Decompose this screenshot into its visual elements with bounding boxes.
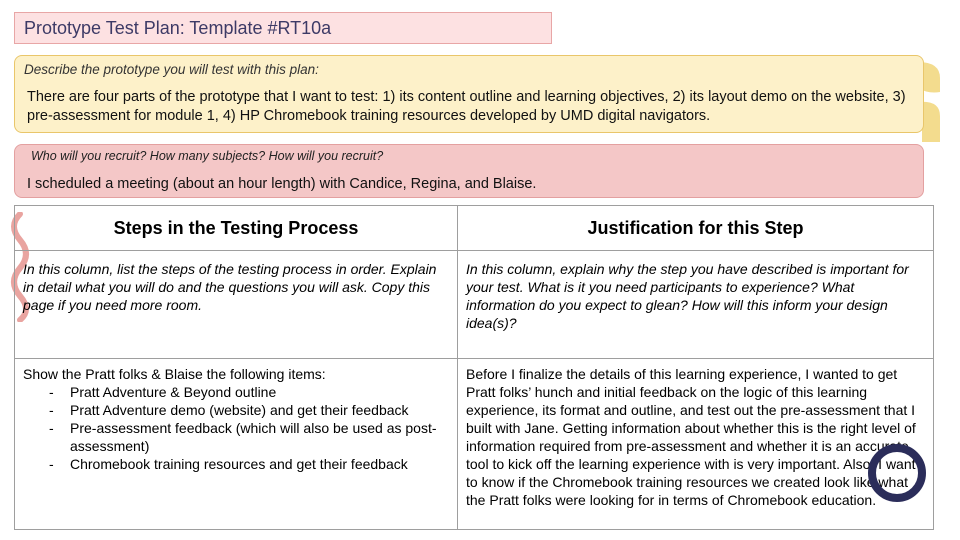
header-steps: Steps in the Testing Process [15, 206, 458, 251]
steps-cell [15, 359, 458, 530]
header-justification: Justification for this Step [458, 206, 934, 251]
justification-cell: Before I finalize the details of this learning experience, I wanted to get Pratt folks’ hunch and initial feedback on the logic of this learning experience, its format and outline, and test out the pre-assessment that I built with Jane. Getting information about whether this is the right level of information required from pre-assessment and whether it is an accurate tool to kick off the learning experience with is very important. Also, I want to know if the Chromebook training resources we created look like what the Pratt folks were looking for in terms of Chromebook education. [458, 359, 934, 530]
test-plan-table [14, 205, 934, 530]
steps-intro: Show the Pratt folks & Blaise the following items: [23, 366, 326, 382]
recruit-question: Who will you recruit? How many subjects? How will you recruit? [31, 149, 384, 163]
list-item: - Pratt Adventure demo (website) and get their feedback [23, 401, 449, 419]
table-instructions-row [15, 251, 934, 359]
list-item: - Pre-assessment feedback (which will also be used as post-assessment) [23, 419, 449, 455]
justification-instructions: In this column, explain why the step you have described is important for your test. What is it you need participants to experience? What information do you expect to glean? How will this inform your design idea(s)? [458, 251, 934, 359]
recruitment-box [14, 144, 924, 198]
list-item: - Pratt Adventure & Beyond outline [23, 383, 449, 401]
decorative-ring [868, 444, 926, 502]
prototype-question: Describe the prototype you will test with this plan: [24, 62, 319, 77]
steps-list [23, 383, 449, 473]
recruit-answer: I scheduled a meeting (about an hour length) with Candice, Regina, and Blaise. [27, 176, 537, 192]
steps-instructions: In this column, list the steps of the testing process in order. Explain in detail what you will do and the questions you will ask. Copy this page if you need more room. [15, 251, 458, 359]
table-header-row [15, 206, 934, 251]
table-content-row [15, 359, 934, 530]
prototype-description-box [14, 55, 924, 133]
list-item: - Chromebook training resources and get their feedback [23, 455, 449, 473]
prototype-answer: There are four parts of the prototype that I want to test: 1) its content outline and learning objectives, 2) its layout demo on the website, 3) pre-assessment for module 1, 4) HP Chromebook training resources developed by UMD digital navigators. [27, 89, 906, 124]
page-title: Prototype Test Plan: Template #RT10a [14, 12, 552, 44]
